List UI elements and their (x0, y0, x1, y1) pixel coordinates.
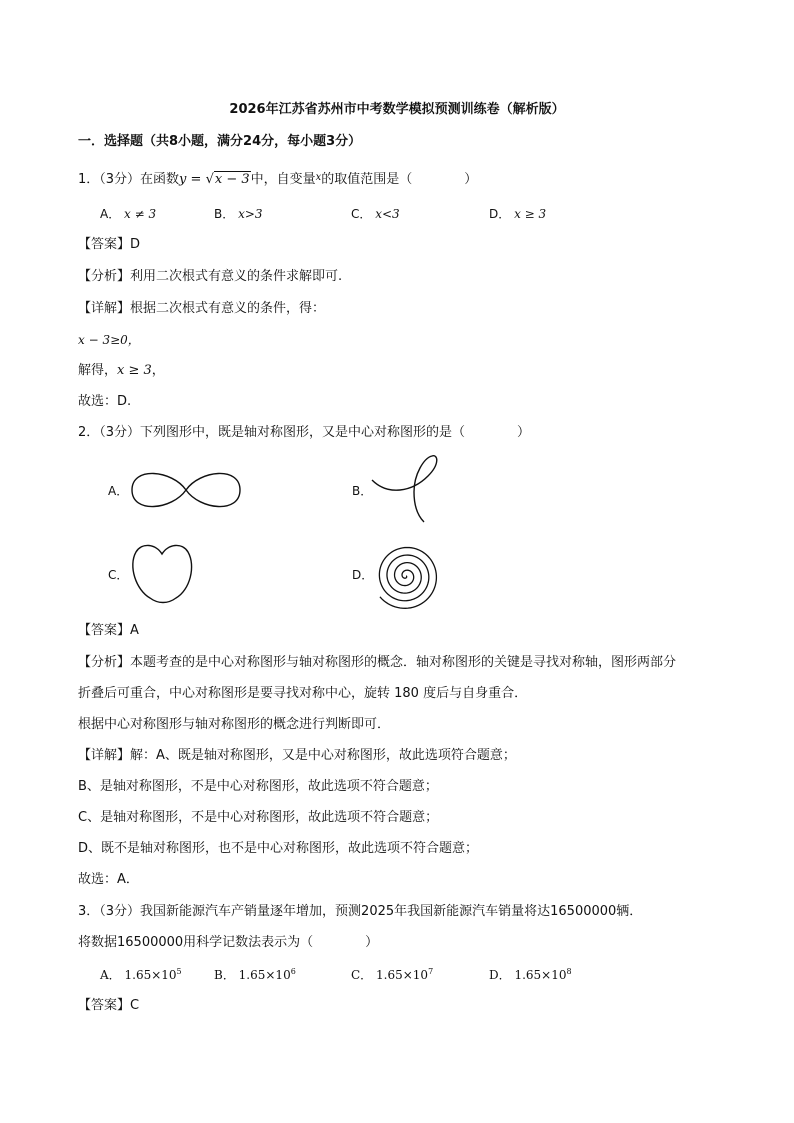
option-exponent: 7 (428, 967, 434, 976)
option-base: 1.65×10 (376, 968, 429, 982)
q3-stem-line2: 将数据16500000用科学记数法表示为（ ） (78, 935, 379, 950)
option-text: x ≠ 3 (124, 207, 157, 221)
loop-curve-figure (370, 452, 450, 526)
q3-option-a (100, 966, 182, 984)
q1-step2-math: x ≥ 3 (117, 363, 152, 378)
option-letter: D． (489, 207, 511, 221)
section-heading: 一．选择题（共8小题，满分24分，每小题3分） (78, 134, 362, 149)
q2-answer: 【答案】A (78, 623, 139, 638)
q1-var: x (315, 172, 322, 183)
q1-func-eq: = (186, 172, 206, 187)
q1-analysis: 【分析】利用二次根式有意义的条件求解即可. (78, 269, 343, 284)
q2-label-d: D． (352, 568, 374, 582)
q2-detail-d: D、既不是轴对称图形，也不是中心对称图形，故此选项不符合题意； (78, 841, 479, 856)
q2-detail-c: C、是轴对称图形，不是中心对称图形，故此选项不符合题意； (78, 810, 439, 825)
q2-choice: 故选：A． (78, 872, 139, 887)
option-base: 1.65×10 (238, 968, 291, 982)
lemniscate-figure (128, 462, 244, 518)
q1-radicand: x − 3 (214, 172, 250, 187)
option-exponent: 6 (290, 967, 296, 976)
option-letter: C． (351, 968, 373, 982)
option-letter: D． (489, 968, 511, 982)
q1-suffix: 的取值范围是（ ） (321, 172, 478, 187)
option-exponent: 5 (176, 967, 182, 976)
q1-option-b (214, 205, 263, 223)
q2-stem: 2．（3分）下列图形中，既是轴对称图形，又是中心对称图形的是（ ） (78, 425, 531, 440)
option-letter: A． (100, 968, 121, 982)
q3-option-d (489, 966, 572, 984)
option-letter: A． (100, 207, 121, 221)
q2-analysis-line3: 根据中心对称图形与轴对称图形的概念进行判断即可． (78, 717, 391, 732)
q1-answer: 【答案】D (78, 237, 141, 252)
option-letter: C． (351, 207, 372, 221)
option-letter: B． (214, 207, 235, 221)
spiral-curve (379, 547, 436, 608)
loop-curve (372, 456, 437, 522)
option-exponent: 8 (566, 967, 572, 976)
lemniscate-curve (132, 473, 240, 506)
q1-sqrt: √x − 3 (205, 172, 250, 187)
q1-func-y: y (179, 172, 187, 187)
q2-analysis-line1: 【分析】本题考查的是中心对称图形与轴对称图形的概念．轴对称图形的关键是寻找对称轴，图形两部分 (78, 655, 677, 670)
q1-step2 (78, 362, 165, 380)
q1-step2-prefix: 解得， (78, 363, 118, 378)
q2-label-c: C． (108, 568, 129, 582)
q1-option-c (351, 205, 400, 223)
q1-step2-suffix: ， (151, 363, 165, 378)
q1-mid: 中，自变量 (250, 172, 316, 187)
q3-option-b (214, 966, 296, 984)
q2-label-b: B． (352, 484, 373, 498)
q2-analysis-line2: 折叠后可重合，中心对称图形是要寻找对称中心，旋转 180 度后与自身重合． (78, 686, 528, 701)
q3-stem-line1: 3．（3分）我国新能源汽车产销量逐年增加，预测2025年我国新能源汽车销量将达16500000辆． (78, 904, 643, 919)
page-title: 2026年江苏省苏州市中考数学模拟预测训练卷（解析版） (229, 102, 565, 117)
option-text: x<3 (375, 207, 400, 221)
q3-option-c (351, 966, 433, 984)
q3-answer: 【答案】C (78, 998, 140, 1013)
option-base: 1.65×10 (124, 968, 177, 982)
q1-option-d (489, 205, 546, 223)
option-text: x ≥ 3 (514, 207, 547, 221)
q1-detail: 【详解】根据二次根式有意义的条件，得： (78, 301, 326, 316)
q1-prefix: 1．（3分）在函数 (78, 172, 180, 187)
option-letter: B． (214, 968, 235, 982)
cardioid-figure (130, 540, 194, 606)
q1-option-a (100, 205, 156, 223)
q1-choice: 故选：D. (78, 394, 132, 409)
q1-step1: x − 3≥0， (78, 333, 140, 347)
q1-stem (78, 169, 477, 189)
option-base: 1.65×10 (514, 968, 567, 982)
cardioid-curve (133, 545, 192, 602)
q2-label-a: A． (108, 484, 129, 498)
q2-detail-b: B、是轴对称图形，不是中心对称图形，故此选项不符合题意； (78, 779, 438, 794)
q2-detail-a: 【详解】解：A、既是轴对称图形，又是中心对称图形，故此选项符合题意； (78, 748, 516, 763)
option-text: x>3 (238, 207, 263, 221)
spiral-figure (370, 540, 442, 612)
